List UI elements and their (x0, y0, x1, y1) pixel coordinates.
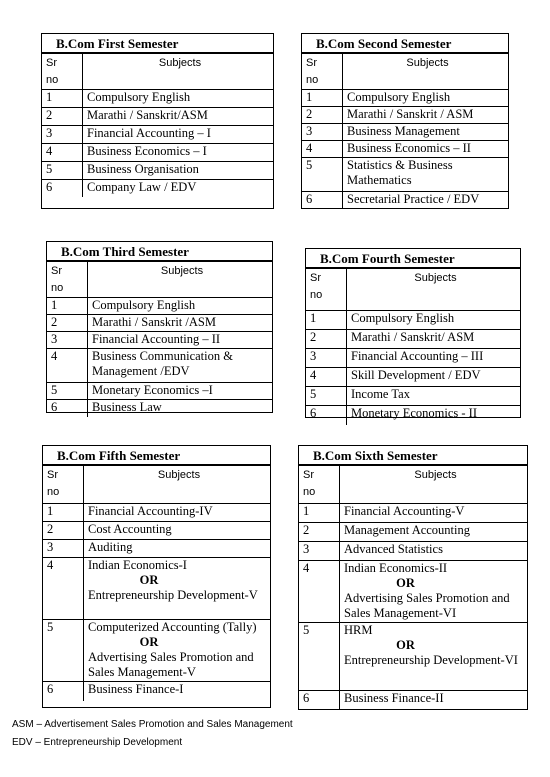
semester-title: B.Com Third Semester (47, 242, 272, 261)
subject-cell (84, 682, 271, 701)
row-number: 1 (306, 311, 347, 330)
table-row (306, 349, 520, 368)
row-number: 5 (306, 387, 347, 406)
subject-line: Marathi / Sanskrit/ ASM (351, 330, 475, 344)
subject-line: Compulsory English (347, 90, 451, 104)
table-header-row (306, 269, 520, 311)
table-row (306, 387, 520, 406)
subject-cell (343, 141, 509, 158)
abbreviation-notes (12, 716, 293, 752)
subject-cell (88, 315, 273, 332)
row-number: 2 (302, 107, 343, 124)
subject-line: Indian Economics-II (344, 561, 448, 575)
table-row (47, 332, 272, 349)
table-row (43, 558, 270, 620)
row-number: 2 (47, 315, 88, 332)
table-row (299, 623, 527, 691)
table-row (47, 315, 272, 332)
row-number: 3 (42, 126, 83, 144)
row-number: 4 (302, 141, 343, 158)
row-number: 2 (42, 108, 83, 126)
subject-line: HRM (344, 623, 373, 637)
subjects-header: Subjects (83, 54, 274, 90)
subject-cell (88, 400, 273, 417)
subject-line: Sales Management-VI (344, 606, 457, 620)
table-row (299, 504, 527, 523)
row-number: 3 (47, 332, 88, 349)
subject-line: Business Communication & (92, 349, 233, 363)
table-row (302, 107, 508, 124)
table-row (47, 349, 272, 383)
note-asm: ASM – Advertisement Sales Promotion and Sales Management (12, 719, 293, 730)
subject-line: Advertising Sales Promotion and (88, 650, 254, 664)
row-number: 5 (299, 623, 340, 691)
subject-cell (340, 523, 528, 542)
row-number: 3 (43, 540, 84, 558)
subject-cell (83, 180, 274, 197)
table-row (43, 620, 270, 682)
subject-cell (340, 504, 528, 523)
subject-line: Business Management (347, 124, 460, 138)
sr-no-header: Sr no (302, 54, 343, 90)
subject-cell (343, 124, 509, 141)
row-number: 1 (299, 504, 340, 523)
semester-table-2 (301, 33, 509, 209)
row-number: 2 (299, 523, 340, 542)
row-number: 3 (302, 124, 343, 141)
subject-line: Financial Accounting – II (92, 332, 221, 346)
subjects-table (43, 465, 270, 701)
subjects-table (299, 465, 527, 710)
or-separator: OR (396, 576, 415, 590)
subject-line: Compulsory English (87, 90, 191, 104)
table-header-row (43, 466, 270, 504)
row-number: 1 (47, 298, 88, 315)
subject-line: Business Law (92, 400, 162, 414)
subject-cell (83, 144, 274, 162)
row-number: 4 (306, 368, 347, 387)
sr-no-header: Sr no (43, 466, 84, 504)
table-row (299, 542, 527, 561)
or-separator: OR (139, 635, 159, 649)
semester-title: B.Com Fifth Semester (43, 446, 270, 465)
row-number: 1 (43, 504, 84, 522)
subject-cell (88, 349, 273, 383)
subject-cell (343, 192, 509, 209)
subjects-table (306, 268, 520, 425)
subject-line: Business Organisation (87, 162, 199, 176)
table-row (306, 406, 520, 425)
row-number: 5 (302, 158, 343, 192)
semester-title: B.Com First Semester (42, 34, 273, 53)
subject-cell (88, 298, 273, 315)
subjects-table (47, 261, 272, 417)
row-number: 6 (42, 180, 83, 197)
row-number: 4 (43, 558, 84, 620)
subjects-header: Subjects (88, 262, 273, 298)
sr-no-header: Sr no (306, 269, 347, 311)
row-number: 3 (306, 349, 347, 368)
subject-line: Business Finance-II (344, 691, 444, 705)
row-number: 1 (42, 90, 83, 108)
row-number: 2 (43, 522, 84, 540)
subject-cell (88, 383, 273, 400)
semester-table-1 (41, 33, 274, 209)
row-number: 1 (302, 90, 343, 107)
semester-table-6 (298, 445, 528, 710)
subject-line: Monetary Economics –I (92, 383, 213, 397)
subject-line: Income Tax (351, 387, 410, 401)
table-row (47, 298, 272, 315)
semester-title: B.Com Second Semester (302, 34, 508, 53)
subject-line: Entrepreneurship Development-V (88, 588, 258, 602)
subject-line: Advanced Statistics (344, 542, 443, 556)
subject-cell (347, 330, 521, 349)
table-row (299, 523, 527, 542)
table-row (43, 522, 270, 540)
subjects-header: Subjects (340, 466, 528, 504)
subject-line: Statistics & Business (347, 158, 453, 172)
table-row (47, 400, 272, 417)
table-header-row (47, 262, 272, 298)
subject-line: Indian Economics-I (88, 558, 187, 572)
table-row (302, 141, 508, 158)
or-separator: OR (139, 573, 159, 587)
table-row (43, 504, 270, 522)
table-row (43, 682, 270, 701)
subject-line: Business Economics – II (347, 141, 471, 155)
row-number: 2 (306, 330, 347, 349)
table-row (42, 144, 273, 162)
subjects-header: Subjects (343, 54, 509, 90)
subject-line: Auditing (88, 540, 133, 554)
subject-line: Marathi / Sanskrit /ASM (92, 315, 216, 329)
subject-cell (340, 561, 528, 623)
table-row (306, 330, 520, 349)
semester-table-5 (42, 445, 271, 708)
subject-line: Mathematics (347, 173, 412, 187)
table-row (43, 540, 270, 558)
subject-line: Financial Accounting-V (344, 504, 465, 518)
subject-cell (347, 368, 521, 387)
row-number: 6 (306, 406, 347, 425)
semester-title: B.Com Fourth Semester (306, 249, 520, 268)
table-row (306, 368, 520, 387)
table-row (302, 124, 508, 141)
subject-cell (340, 691, 528, 710)
subject-cell (83, 90, 274, 108)
subject-line: Financial Accounting-IV (88, 504, 213, 518)
subject-line: Advertising Sales Promotion and (344, 591, 510, 605)
subject-cell (347, 387, 521, 406)
subject-line: Financial Accounting – III (351, 349, 484, 363)
subject-cell (84, 540, 271, 558)
table-row (299, 561, 527, 623)
table-row (42, 126, 273, 144)
subject-line: Entrepreneurship Development-VI (344, 653, 518, 667)
table-row (42, 162, 273, 180)
row-number: 6 (299, 691, 340, 710)
sr-no-header: Sr no (47, 262, 88, 298)
row-number: 4 (42, 144, 83, 162)
row-number: 4 (299, 561, 340, 623)
subject-line: Management /EDV (92, 364, 190, 378)
subject-cell (347, 311, 521, 330)
sr-no-header: Sr no (42, 54, 83, 90)
semester-table-4 (305, 248, 521, 418)
subject-line: Secretarial Practice / EDV (347, 192, 480, 206)
subject-cell (83, 162, 274, 180)
table-row (306, 311, 520, 330)
subject-cell (84, 504, 271, 522)
table-row (302, 192, 508, 209)
subjects-header: Subjects (84, 466, 271, 504)
row-number: 5 (42, 162, 83, 180)
subject-cell (347, 406, 521, 425)
subject-cell (83, 108, 274, 126)
subjects-table (42, 53, 273, 197)
subject-cell (84, 558, 271, 620)
subject-line: Marathi / Sanskrit/ASM (87, 108, 208, 122)
table-row (302, 158, 508, 192)
row-number: 5 (47, 383, 88, 400)
subject-cell (343, 158, 509, 192)
table-header-row (42, 54, 273, 90)
row-number: 6 (302, 192, 343, 209)
subject-cell (343, 107, 509, 124)
subjects-header: Subjects (347, 269, 521, 311)
subject-line: Cost Accounting (88, 522, 172, 536)
subject-cell (347, 349, 521, 368)
subject-line: Monetary Economics - II (351, 406, 478, 420)
row-number: 6 (43, 682, 84, 701)
subject-line: Compulsory English (92, 298, 196, 312)
row-number: 3 (299, 542, 340, 561)
or-separator: OR (396, 638, 415, 652)
subject-line: Business Economics – I (87, 144, 207, 158)
subject-line: Management Accounting (344, 523, 471, 537)
subject-line: Company Law / EDV (87, 180, 197, 194)
subject-line: Financial Accounting – I (87, 126, 211, 140)
table-row (302, 90, 508, 107)
table-row (42, 180, 273, 197)
subject-cell (84, 522, 271, 540)
subject-line: Sales Management-V (88, 665, 196, 679)
table-row (42, 108, 273, 126)
subject-line: Computerized Accounting (Tally) (88, 620, 257, 634)
subject-cell (343, 90, 509, 107)
sr-no-header: Sr no (299, 466, 340, 504)
subjects-table (302, 53, 508, 209)
subject-line: Business Finance-I (88, 682, 184, 696)
note-edv: EDV – Entrepreneurship Development (12, 737, 183, 748)
table-row (47, 383, 272, 400)
subject-line: Marathi / Sanskrit / ASM (347, 107, 474, 121)
table-row (42, 90, 273, 108)
subject-cell (83, 126, 274, 144)
table-header-row (302, 54, 508, 90)
subject-cell (84, 620, 271, 682)
subject-line: Compulsory English (351, 311, 455, 325)
row-number: 6 (47, 400, 88, 417)
subject-cell (340, 542, 528, 561)
subject-cell (340, 623, 528, 691)
table-row (299, 691, 527, 710)
table-header-row (299, 466, 527, 504)
subject-line: Skill Development / EDV (351, 368, 481, 382)
semester-title: B.Com Sixth Semester (299, 446, 527, 465)
semester-table-3 (46, 241, 273, 413)
row-number: 4 (47, 349, 88, 383)
row-number: 5 (43, 620, 84, 682)
subject-cell (88, 332, 273, 349)
